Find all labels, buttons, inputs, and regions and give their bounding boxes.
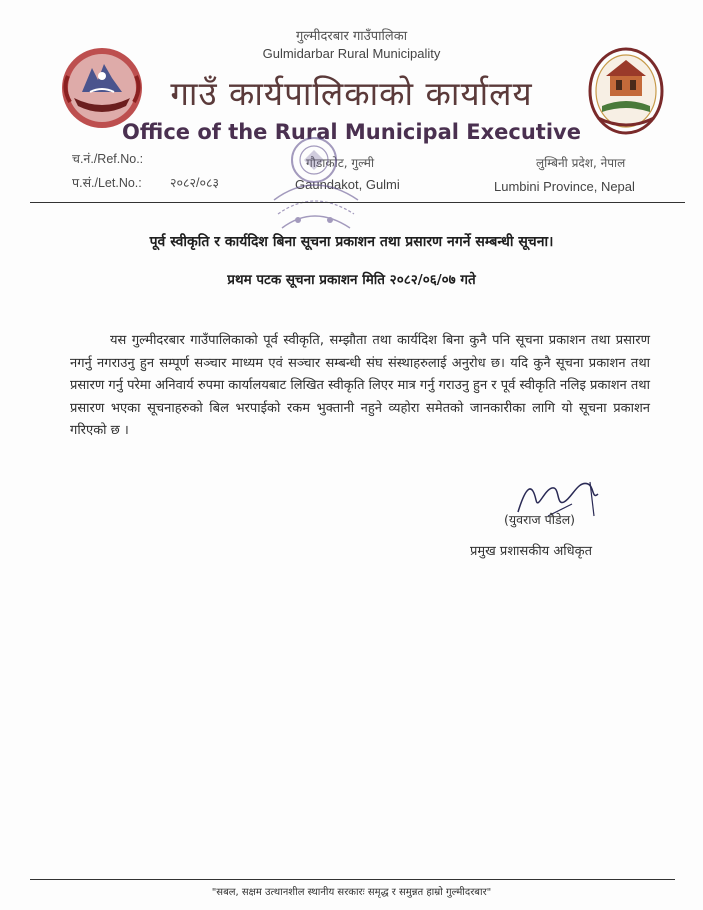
province-np: लुम्बिनी प्रदेश, नेपाल <box>536 156 626 170</box>
publication-date-line: प्रथम पटक सूचना प्रकाशन मिति २०८२/०६/०७ गते <box>227 272 476 288</box>
office-title-np: गाउँ कार्यपालिकाको कार्यालय <box>170 74 533 113</box>
nepal-government-emblem-icon <box>60 46 144 130</box>
letter-number-label: प.सं./Let.No.: <box>72 176 142 190</box>
signatory-title: प्रमुख प्रशासकीय अधिकृत <box>470 544 593 559</box>
header-divider <box>30 202 685 203</box>
signatory-name: (युवराज पौडेल) <box>504 512 576 527</box>
municipality-logo-icon <box>588 46 664 136</box>
address-en: Gaundakot, Gulmi <box>295 177 400 192</box>
municipality-name-en: Gulmidarbar Rural Municipality <box>262 46 441 61</box>
office-title-en: Office of the Rural Municipal Executive <box>122 120 581 144</box>
letter-number-value: २०८२/०८३ <box>170 176 219 190</box>
address-np: गौडाकोट, गुल्मी <box>306 156 375 170</box>
ref-number-label: च.नं./Ref.No.: <box>72 152 144 166</box>
footer-divider <box>30 879 675 880</box>
notice-subject: पूर्व स्वीकृति र कार्यदिश बिना सूचना प्रकाशन तथा प्रसारण नगर्ने सम्बन्धी सूचना। <box>149 234 554 250</box>
province-en: Lumbini Province, Nepal <box>494 179 635 194</box>
municipality-name-np: गुल्मीदरबार गाउँपालिका <box>295 29 408 44</box>
office-stamp-icon <box>268 130 364 240</box>
notice-body: यस गुल्मीदरबार गाउँपालिकाको पूर्व स्वीकृति, सम्झौता तथा कार्यदिश बिना कुनै पनि सूचना प्रकाशन तथा प्रसारण नगर्नु नगराउनु हुन सम्पूर्ण सञ्चार माध्यम एवं सञ्चार सम्बन्धी संघ संस्थाहरुलाई अनुरोध छ। यदि कुनै सूचना प्रकाशन तथा प्रसारण गर्नु परेमा अनिवार्य रुपमा कार्यालयबाट लिखित स्वीकृति लिएर मात्र गर्नु गराउनु हुन र पूर्व स्वीकृति नलिइ प्रकाशन तथा प्रसारण भएका सूचनाहरुको बिल भरपाईको रकम भुक्तानी नहुने व्यहोरा समेतको जानकारीका लागि यो सूचना प्रकाशन गरिएको छ । <box>70 333 650 438</box>
footer-slogan: "सबल, सक्षम उत्थानशील स्थानीय सरकारः समृद्ध र समुन्नत हाम्रो गुल्मीदरबार" <box>211 887 492 898</box>
